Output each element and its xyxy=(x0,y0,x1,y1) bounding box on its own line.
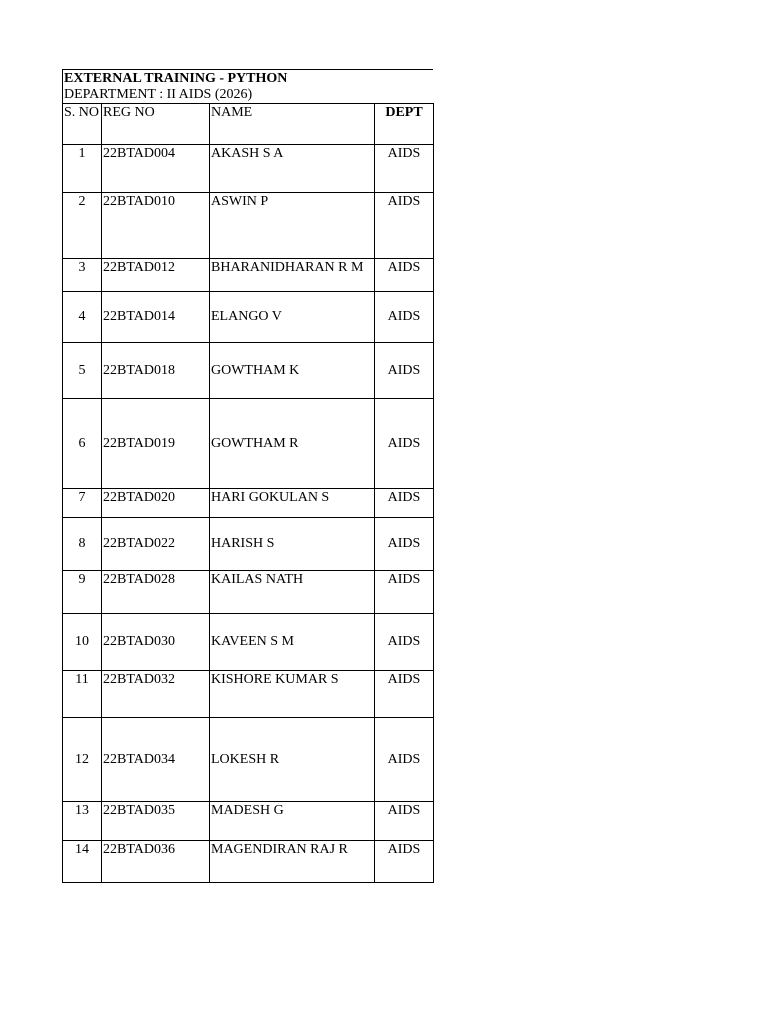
cell-name: MAGENDIRAN RAJ R xyxy=(210,841,375,883)
cell-reg-no: 22BTAD018 xyxy=(102,343,210,399)
cell-sno: 4 xyxy=(63,292,102,343)
cell-sno: 11 xyxy=(63,671,102,718)
cell-name: AKASH S A xyxy=(210,145,375,193)
cell-sno: 12 xyxy=(63,718,102,802)
cell-dept: AIDS xyxy=(375,614,434,671)
table-row xyxy=(63,259,434,292)
table-row xyxy=(63,193,434,259)
table-row xyxy=(63,614,434,671)
cell-name: MADESH G xyxy=(210,802,375,841)
table-row xyxy=(63,145,434,193)
cell-sno: 8 xyxy=(63,518,102,571)
table-body xyxy=(63,145,434,883)
header-name: NAME xyxy=(210,104,375,145)
cell-reg-no: 22BTAD028 xyxy=(102,571,210,614)
table-row xyxy=(63,292,434,343)
cell-reg-no: 22BTAD030 xyxy=(102,614,210,671)
cell-sno: 1 xyxy=(63,145,102,193)
cell-dept: AIDS xyxy=(375,841,434,883)
cell-dept: AIDS xyxy=(375,518,434,571)
document-title: EXTERNAL TRAINING - PYTHON xyxy=(64,71,288,86)
table-row xyxy=(63,841,434,883)
cell-name: KISHORE KUMAR S xyxy=(210,671,375,718)
cell-sno: 5 xyxy=(63,343,102,399)
table-row xyxy=(63,718,434,802)
student-table xyxy=(62,103,434,883)
cell-dept: AIDS xyxy=(375,343,434,399)
cell-dept: AIDS xyxy=(375,571,434,614)
cell-sno: 7 xyxy=(63,489,102,518)
cell-sno: 6 xyxy=(63,399,102,489)
cell-reg-no: 22BTAD032 xyxy=(102,671,210,718)
cell-reg-no: 22BTAD036 xyxy=(102,841,210,883)
table-row xyxy=(63,489,434,518)
cell-dept: AIDS xyxy=(375,259,434,292)
cell-reg-no: 22BTAD010 xyxy=(102,193,210,259)
cell-reg-no: 22BTAD020 xyxy=(102,489,210,518)
cell-reg-no: 22BTAD004 xyxy=(102,145,210,193)
table-row xyxy=(63,518,434,571)
cell-reg-no: 22BTAD022 xyxy=(102,518,210,571)
cell-dept: AIDS xyxy=(375,671,434,718)
cell-sno: 10 xyxy=(63,614,102,671)
table-row xyxy=(63,571,434,614)
cell-reg-no: 22BTAD034 xyxy=(102,718,210,802)
cell-sno: 3 xyxy=(63,259,102,292)
document-sheet xyxy=(62,69,433,883)
cell-name: GOWTHAM K xyxy=(210,343,375,399)
cell-name: HARISH S xyxy=(210,518,375,571)
table-row xyxy=(63,343,434,399)
cell-sno: 14 xyxy=(63,841,102,883)
cell-reg-no: 22BTAD014 xyxy=(102,292,210,343)
table-header-row xyxy=(63,104,434,145)
cell-dept: AIDS xyxy=(375,802,434,841)
cell-sno: 13 xyxy=(63,802,102,841)
cell-dept: AIDS xyxy=(375,399,434,489)
header-dept: DEPT xyxy=(375,104,434,145)
cell-name: KAILAS NATH xyxy=(210,571,375,614)
header-reg-no: REG NO xyxy=(102,104,210,145)
cell-reg-no: 22BTAD012 xyxy=(102,259,210,292)
cell-dept: AIDS xyxy=(375,193,434,259)
cell-dept: AIDS xyxy=(375,489,434,518)
table-row xyxy=(63,671,434,718)
header-sno: S. NO xyxy=(63,104,102,145)
cell-name: HARI GOKULAN S xyxy=(210,489,375,518)
cell-name: ASWIN P xyxy=(210,193,375,259)
table-row xyxy=(63,399,434,489)
cell-name: GOWTHAM R xyxy=(210,399,375,489)
cell-name: LOKESH R xyxy=(210,718,375,802)
cell-dept: AIDS xyxy=(375,718,434,802)
cell-dept: AIDS xyxy=(375,292,434,343)
cell-reg-no: 22BTAD035 xyxy=(102,802,210,841)
cell-dept: AIDS xyxy=(375,145,434,193)
cell-sno: 2 xyxy=(63,193,102,259)
cell-name: BHARANIDHARAN R M xyxy=(210,259,375,292)
department-label: DEPARTMENT : II AIDS (2026) xyxy=(64,87,253,102)
cell-reg-no: 22BTAD019 xyxy=(102,399,210,489)
cell-name: ELANGO V xyxy=(210,292,375,343)
document-header xyxy=(62,69,433,103)
cell-name: KAVEEN S M xyxy=(210,614,375,671)
table-row xyxy=(63,802,434,841)
cell-sno: 9 xyxy=(63,571,102,614)
